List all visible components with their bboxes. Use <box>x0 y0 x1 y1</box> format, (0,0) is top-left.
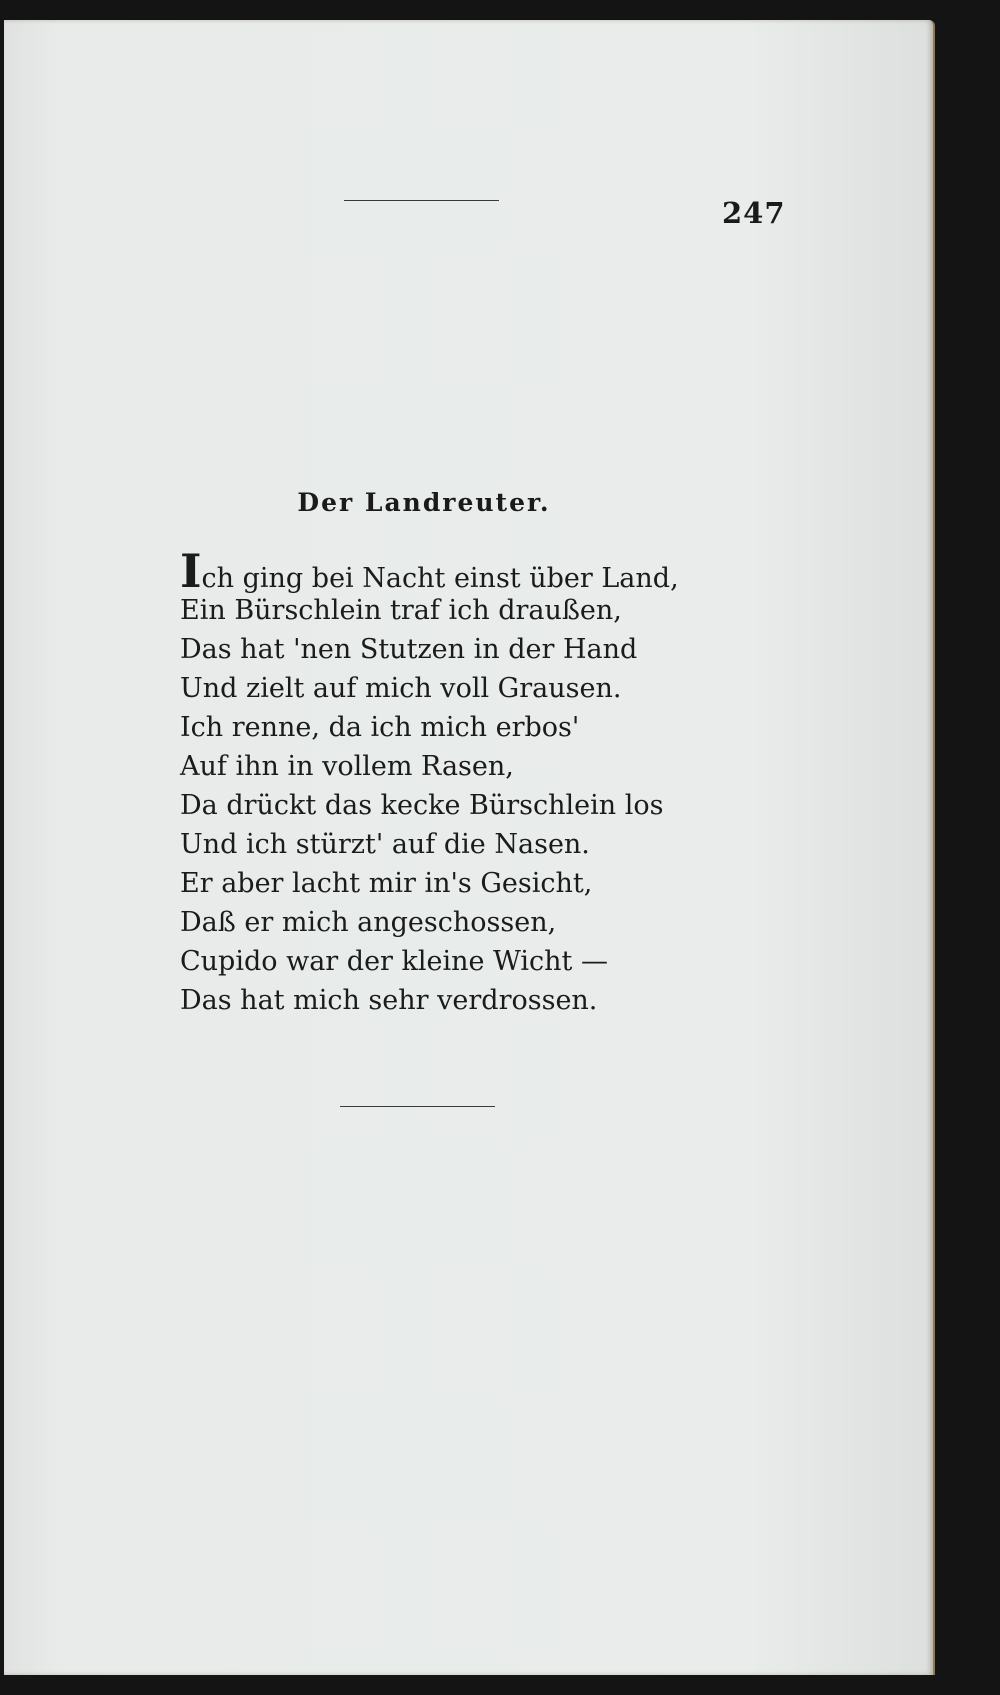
poem-line: Und zielt auf mich voll Grausen. <box>180 673 622 704</box>
poem-line: Ein Bürschlein traf ich draußen, <box>180 595 622 626</box>
footer-rule <box>340 1106 495 1107</box>
poem-line: Daß er mich angeschossen, <box>180 907 557 938</box>
poem-line: Auf ihn in vollem Rasen, <box>180 751 514 782</box>
book-page <box>4 20 935 1675</box>
poem-line: Und ich stürzt' auf die Nasen. <box>180 829 590 860</box>
poem-line: Er aber lacht mir in's Gesicht, <box>180 868 593 899</box>
poem-line: Da drückt das kecke Bürschlein los <box>180 790 664 821</box>
poem-title: Der Landreuter. <box>297 488 551 517</box>
header-rule <box>344 200 499 201</box>
poem-body <box>180 544 679 1020</box>
poem-line <box>180 544 679 598</box>
poem-line: Ich renne, da ich mich erbos' <box>180 712 580 743</box>
page-number: 247 <box>722 196 786 230</box>
poem-line: Das hat mich sehr verdrossen. <box>180 985 598 1016</box>
poem-line: Cupido war der kleine Wicht — <box>180 946 608 977</box>
poem-line-text: ch ging bei Nacht einst über Land, <box>201 563 679 594</box>
poem-line: Das hat 'nen Stutzen in der Hand <box>180 634 638 665</box>
drop-cap: I <box>180 544 202 598</box>
